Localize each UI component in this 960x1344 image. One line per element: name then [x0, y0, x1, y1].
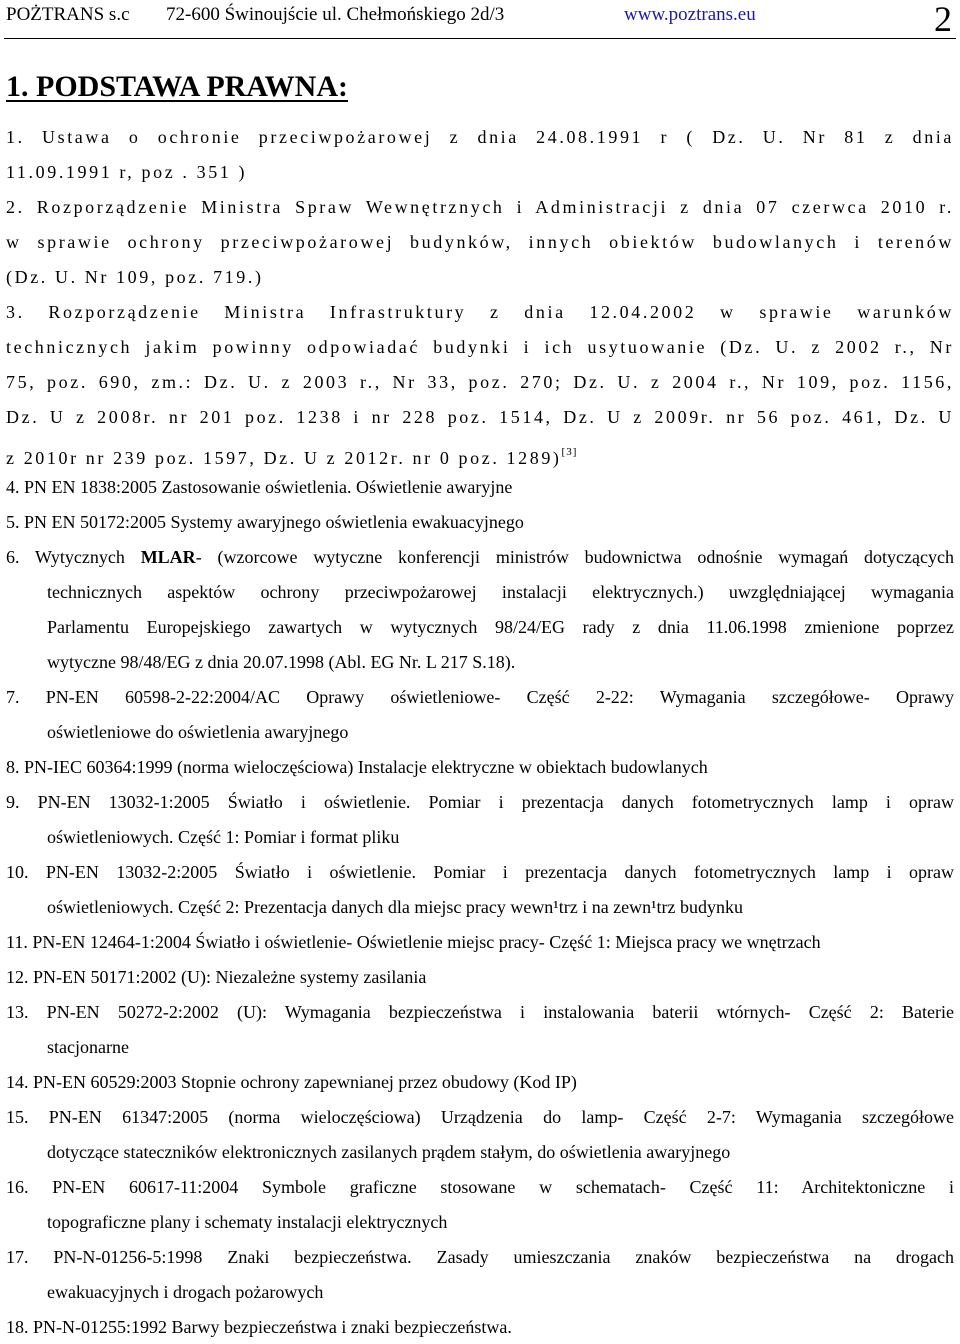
list-line: 1. Ustawa o ochronie przeciwpożarowej z dnia 24.08.1991 r ( Dz. U. Nr 81 z dnia [6, 127, 954, 147]
list-line: 11. PN-EN 12464-1:2004 Światło i oświetlenie- Oświetlenie miejsc pracy- Część 1: Miejsca pracy we wnętrzach [6, 932, 821, 952]
list-line: 9. PN-EN 13032-1:2005 Światło i oświetlenie. Pomiar i prezentacja danych fotometrycznych lamp i opraw [6, 792, 954, 812]
list-line: 7. PN-EN 60598-2-22:2004/AC Oprawy oświetleniowe- Część 2-22: Wymagania szczegółowe- Oprawy [6, 687, 954, 707]
list-line: oświetleniowych. Część 1: Pomiar i format pliku [47, 827, 400, 847]
footnote-ref: [3] [561, 446, 578, 458]
list-line: technicznych aspektów ochrony przeciwpożarowej instalacji elektrycznych.) uwzględniającej wymagania [47, 582, 954, 602]
section-title: 1. PODSTAWA PRAWNA: [6, 70, 348, 103]
list-line: 13. PN-EN 50272-2:2002 (U): Wymagania bezpieczeństwa i instalowania baterii wtórnych- Część 2: Baterie [6, 1002, 954, 1022]
page-number: 2 [934, 0, 952, 39]
list-line: technicznych jakim powinny odpowiadać budynki i ich usytuowanie (Dz. U. z 2002 r., Nr [6, 337, 954, 357]
list-line: wytyczne 98/48/EG z dnia 20.07.1998 (Abl. EG Nr. L 217 S.18). [47, 652, 516, 672]
list-line: 18. PN-N-01255:1992 Barwy bezpieczeństwa i znaki bezpieczeństwa. [6, 1317, 512, 1337]
list-line: dotyczące stateczników elektronicznych zasilanych prądem stałym, do oświetlenia awaryjnego [47, 1142, 731, 1162]
list-line: 3. Rozporządzenie Ministra Infrastruktury z dnia 12.04.2002 w sprawie warunków [6, 302, 954, 322]
list-line: 2. Rozporządzenie Ministra Spraw Wewnętrznych i Administracji z dnia 07 czerwca 2010 r. [6, 197, 954, 217]
list-line: z 2010r nr 239 poz. 1597, Dz. U z 2012r. nr 0 poz. 1289)[3] [6, 446, 578, 468]
list-line: Parlamentu Europejskiego zawartych w wytycznych 98/24/EG rady z dnia 11.06.1998 zmienione poprzez [47, 617, 954, 637]
list-line: 8. PN-IEC 60364:1999 (norma wieloczęściowa) Instalacje elektryczne w obiektach budowlanych [6, 757, 708, 777]
list-line: 5. PN EN 50172:2005 Systemy awaryjnego oświetlenia ewakuacyjnego [6, 512, 524, 532]
list-line: stacjonarne [47, 1037, 129, 1057]
list-line: 16. PN-EN 60617-11:2004 Symbole graficzne stosowane w schematach- Część 11: Architektoniczne i [6, 1177, 954, 1197]
list-line: 17. PN-N-01256-5:1998 Znaki bezpieczeństwa. Zasady umieszczania znaków bezpieczeństwa na drogach [6, 1247, 954, 1267]
list-line: 4. PN EN 1838:2005 Zastosowanie oświetlenia. Oświetlenie awaryjne [6, 477, 513, 497]
company-address: 72-600 Świnoujście ul. Chełmońskiego 2d/3 [166, 4, 505, 25]
list-line: 6. Wytycznych MLAR- (wzorcowe wytyczne konferencji ministrów budownictwa odnośnie wymagań dotyczących [6, 547, 954, 567]
list-line: 75, poz. 690, zm.: Dz. U. z 2003 r., Nr 33, poz. 270; Dz. U. z 2004 r., Nr 109, poz. 1156, [6, 372, 954, 392]
list-line: 11.09.1991 r, poz . 351 ) [6, 162, 248, 182]
list-line: 15. PN-EN 61347:2005 (norma wieloczęściowa) Urządzenia do lamp- Część 2-7: Wymagania szczegółowe [6, 1107, 954, 1127]
list-line: Dz. U z 2008r. nr 201 poz. 1238 i nr 228 poz. 1514, Dz. U z 2009r. nr 56 poz. 461, Dz. U [6, 407, 954, 427]
list-line: topograficzne plany i schematy instalacji elektrycznych [47, 1212, 448, 1232]
list-line: 14. PN-EN 60529:2003 Stopnie ochrony zapewnianej przez obudowy (Kod IP) [6, 1072, 577, 1092]
list-line: oświetleniowych. Część 2: Prezentacja danych dla miejsc pracy wewn¹trz i na zewn¹trz budynku [47, 897, 744, 917]
mlar-term: MLAR [140, 547, 196, 567]
company-name: POŻTRANS s.c [6, 4, 130, 25]
list-line: 10. PN-EN 13032-2:2005 Światło i oświetlenie. Pomiar i prezentacja danych fotometrycznych lamp i opraw [6, 862, 954, 882]
list-line: ewakuacyjnych i drogach pożarowych [47, 1282, 324, 1302]
list-line: w sprawie ochrony przeciwpożarowej budynków, innych obiektów budowlanych i terenów [6, 232, 954, 252]
list-line: 12. PN-EN 50171:2002 (U): Niezależne systemy zasilania [6, 967, 427, 987]
company-website-link[interactable]: www.poztrans.eu [624, 4, 756, 25]
list-line: (Dz. U. Nr 109, poz. 719.) [6, 267, 264, 287]
list-line: oświetleniowe do oświetlenia awaryjnego [47, 722, 349, 742]
